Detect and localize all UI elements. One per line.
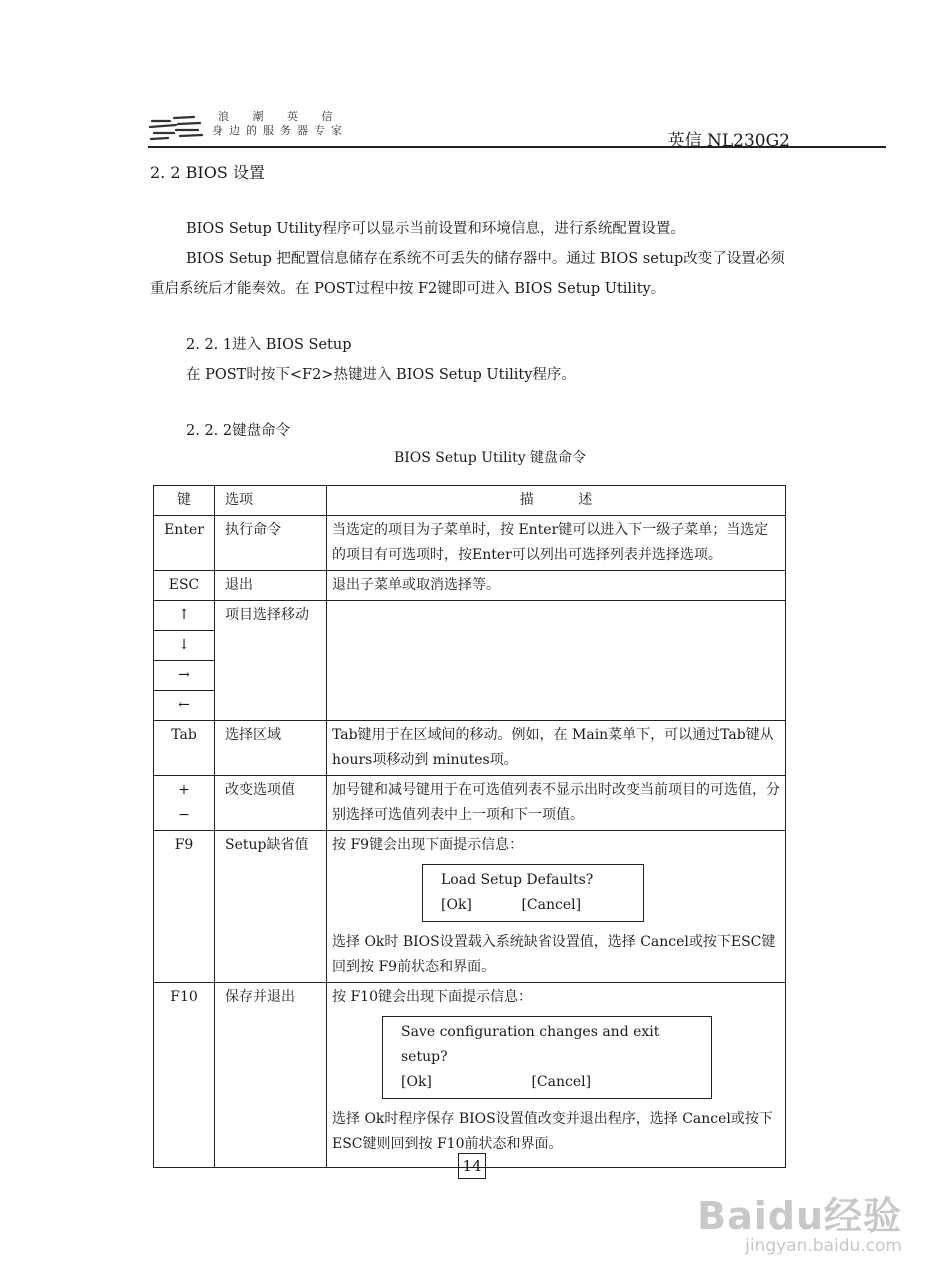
subsection-text-enter: 在 POST时按下<F2>热键进入 BIOS Setup Utility程序。	[186, 367, 576, 383]
desc-f10-result: 选择 Ok时程序保存 BIOS设置值改变并退出程序，选择 Cancel或按下 ESC键则回到按 F10前状态和界面。	[332, 1111, 773, 1152]
desc-f9	[327, 831, 786, 983]
option-arrows: 项目选择移动	[215, 601, 327, 721]
key-arrow-down: ↓	[154, 631, 215, 661]
key-arrow-right: →	[154, 661, 215, 691]
page-number: 14	[458, 1153, 486, 1179]
table-row	[154, 516, 786, 571]
section-title: 2. 2 BIOS 设置	[150, 163, 265, 182]
option-enter: 执行命令	[215, 516, 327, 571]
paragraph-2: BIOS Setup 把配置信息储存在系统不可丢失的储存器中。通过 BIOS setup改变了设置必须重启系统后才能奏效。在 POST过程中按 F2键即可进入 BIOS Setup Utility。	[150, 251, 785, 297]
header-divider	[148, 146, 886, 148]
header-option: 选项	[215, 486, 327, 516]
key-plus: +	[178, 782, 190, 798]
desc-f9-intro: 按 F9键会出现下面提示信息：	[332, 837, 524, 853]
desc-enter: 当选定的项目为子菜单时，按 Enter键可以进入下一级子菜单；当选定的项目有可选项时，按Enter可以列出可选择列表并选择选项。	[327, 516, 786, 571]
option-esc: 退出	[215, 571, 327, 601]
cancel-option: [Cancel]	[521, 897, 582, 913]
ok-option: [Ok]	[401, 1074, 432, 1090]
logo-icon	[148, 112, 208, 142]
desc-tab: Tab键用于在区域间的移动。例如，在 Main菜单下，可以通过Tab键从 hours项移动到 minutes项。	[327, 721, 786, 776]
key-plus-minus	[154, 776, 215, 831]
header-description: 描 述	[327, 486, 786, 516]
watermark-brand: Baidu经验	[697, 1194, 902, 1238]
logo-tagline	[212, 110, 348, 138]
logo-line1: 浪 潮 英 信	[218, 110, 343, 123]
key-tab: Tab	[154, 721, 215, 776]
key-f9: F9	[154, 831, 215, 983]
dialog-options	[441, 893, 625, 918]
subsection-title-keyboard: 2. 2. 2键盘命令	[186, 423, 291, 439]
cancel-option: [Cancel]	[531, 1074, 592, 1090]
key-esc: ESC	[154, 571, 215, 601]
table-header-row	[154, 486, 786, 516]
table-row	[154, 983, 786, 1168]
desc-f10	[327, 983, 786, 1168]
logo-line2: 身边的服务器专家	[212, 124, 348, 137]
save-exit-dialog	[382, 1016, 712, 1099]
option-tab: 选择区域	[215, 721, 327, 776]
dialog-title: Load Setup Defaults?	[441, 872, 594, 888]
load-defaults-dialog	[422, 864, 644, 922]
watermark-url: jingyan.baidu.com	[745, 1236, 902, 1256]
option-f10: 保存并退出	[215, 983, 327, 1168]
desc-esc: 退出子菜单或取消选择等。	[327, 571, 786, 601]
ok-option: [Ok]	[441, 897, 472, 913]
table-row	[154, 601, 786, 631]
desc-arrows	[327, 601, 786, 721]
paragraph-1: BIOS Setup Utility程序可以显示当前设置和环境信息，进行系统配置设置。	[186, 221, 685, 237]
desc-f10-intro: 按 F10键会出现下面提示信息：	[332, 989, 532, 1005]
subsection-title-enter: 2. 2. 1进入 BIOS Setup	[186, 337, 352, 353]
desc-f9-result: 选择 Ok时 BIOS设置载入系统缺省设置值，选择 Cancel或按下ESC键回到按 F9前状态和界面。	[332, 934, 776, 975]
table-row	[154, 831, 786, 983]
key-minus: −	[178, 807, 190, 823]
dialog-options	[401, 1070, 693, 1095]
header-title: 英信 NL230G2	[667, 131, 790, 151]
intro-paragraphs	[150, 214, 796, 304]
dialog-title: Save configuration changes and exit setup?	[401, 1024, 660, 1065]
table-row	[154, 571, 786, 601]
option-f9: Setup缺省值	[215, 831, 327, 983]
table-row	[154, 721, 786, 776]
option-plus-minus: 改变选项值	[215, 776, 327, 831]
key-arrow-up: ↑	[154, 601, 215, 631]
table-row	[154, 776, 786, 831]
key-enter: Enter	[154, 516, 215, 571]
table-caption: BIOS Setup Utility 键盘命令	[393, 450, 587, 466]
header-key: 键	[154, 486, 215, 516]
desc-plus-minus: 加号键和减号键用于在可选值列表不显示出时改变当前项目的可选值，分别选择可选值列表中上一项和下一项值。	[327, 776, 786, 831]
baidu-watermark	[697, 1185, 902, 1256]
key-f10: F10	[154, 983, 215, 1168]
keyboard-commands-table	[153, 485, 786, 1168]
key-arrow-left: ←	[154, 691, 215, 721]
